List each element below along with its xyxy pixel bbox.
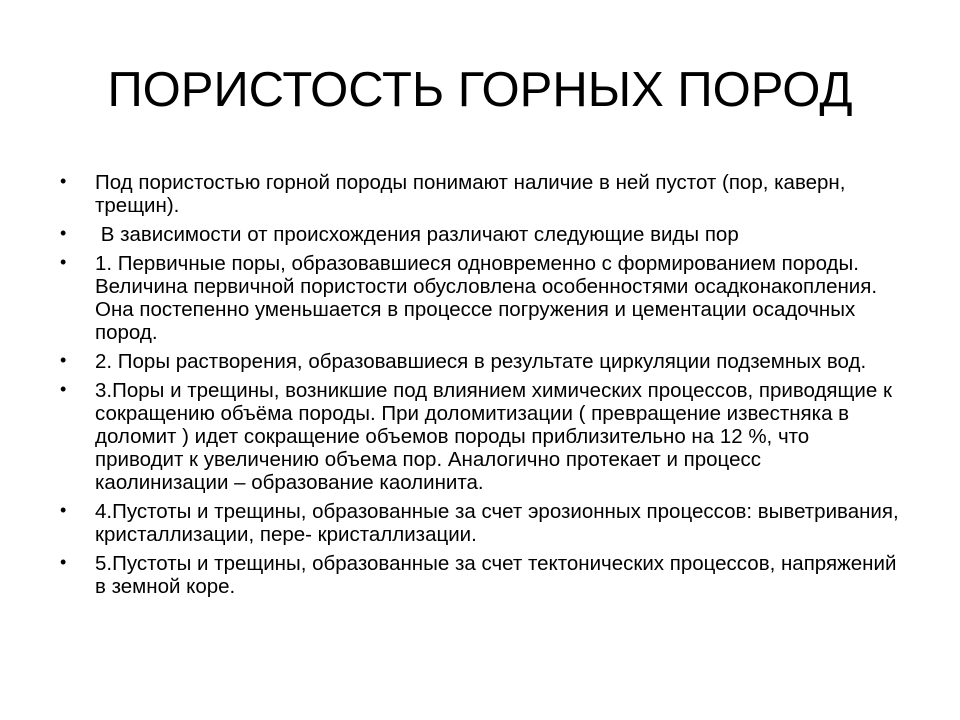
bullet-icon: • xyxy=(60,350,67,370)
slide-title: ПОРИСТОСТЬ ГОРНЫХ ПОРОД xyxy=(107,63,853,117)
bullet-text: 5.Пустоты и трещины, образованные за счет тектонических процессов, напряжений в земной коре. xyxy=(95,552,897,598)
bullet-text: 4.Пустоты и трещины, образованные за счет эрозионных процессов: выветривания, кристаллизации, пере- кристаллизации. xyxy=(95,500,899,546)
bullet-icon: • xyxy=(60,379,67,399)
bullet-text: Под пористостью горной породы понимают наличие в ней пустот (пор, каверн, трещин). xyxy=(95,171,846,217)
bullet-icon: • xyxy=(60,171,67,191)
bullet-icon: • xyxy=(60,223,67,243)
list-item xyxy=(60,350,900,373)
bullet-icon: • xyxy=(60,252,67,272)
bullet-icon: • xyxy=(60,500,67,520)
list-item xyxy=(60,171,900,217)
bullet-text: 1. Первичные поры, образовавшиеся одновременно с формированием породы. Величина первичной пористости обусловлена особенностями осадконакопления. Она постепенно уменьшается в процессе погружения и цементации осадочных пород. xyxy=(95,252,878,344)
bullet-text: В зависимости от происхождения различают следующие виды пор xyxy=(95,223,739,246)
bullet-icon: • xyxy=(60,552,67,572)
list-item xyxy=(60,552,900,598)
bullet-text: 2. Поры растворения, образовавшиеся в результате циркуляции подземных вод. xyxy=(95,350,867,373)
list-item xyxy=(60,379,900,494)
bullet-text: 3.Поры и трещины, возникшие под влиянием химических процессов, приводящие к сокращению объёма породы. При доломитизации ( превращение известняка в доломит ) идет сокращение объемов породы приблизительно на 12 %, что приводит к увеличению объема пор. Аналогично протекает и процесс каолинизации – образование каолинита. xyxy=(95,379,892,494)
list-item xyxy=(60,252,900,344)
list-item xyxy=(60,223,900,246)
bullet-list xyxy=(60,171,900,604)
list-item xyxy=(60,500,900,546)
